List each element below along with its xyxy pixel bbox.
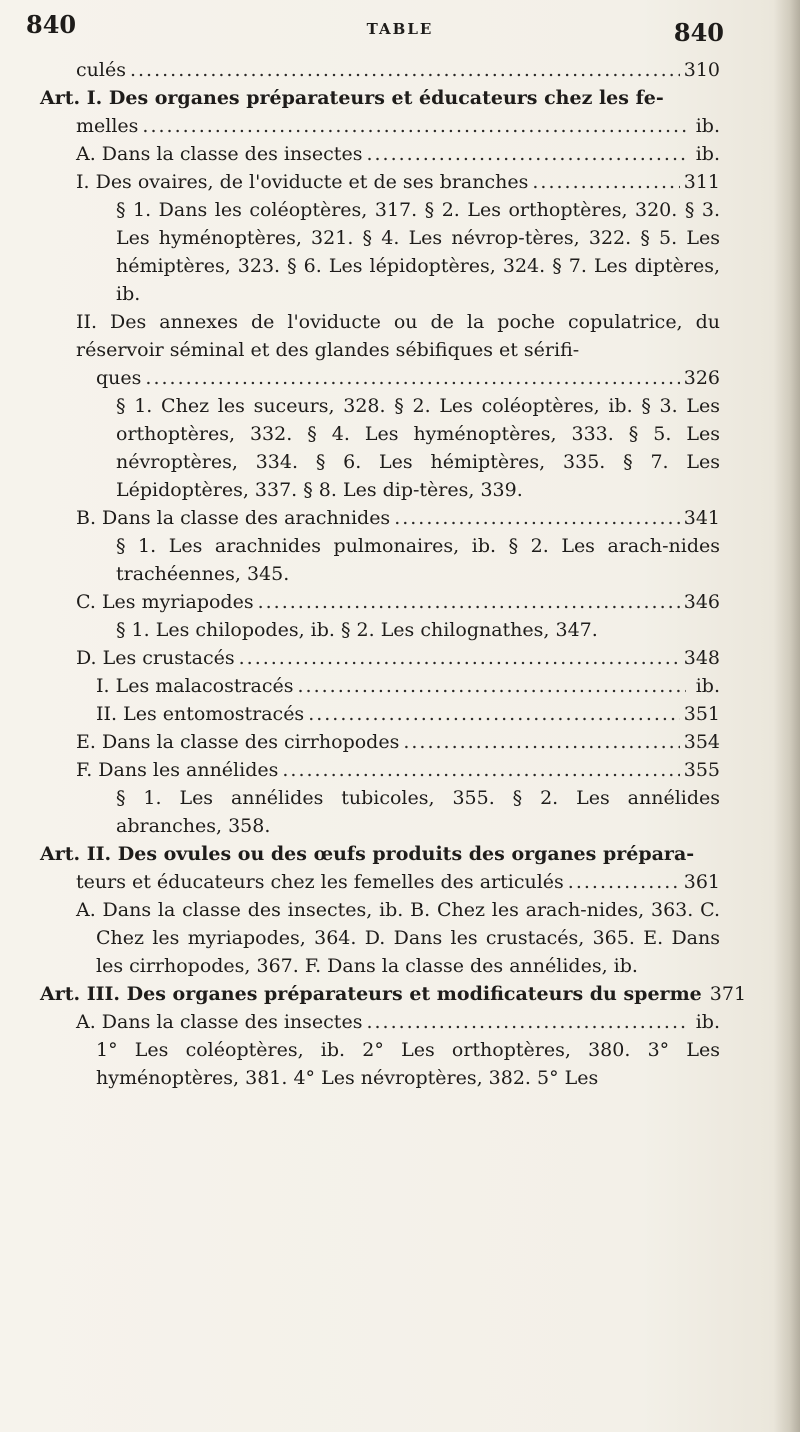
dot-leader: [532, 168, 679, 196]
toc-subentries: 1° Les coléoptères, ib. 2° Les orthoptères, 380. 3° Les hyménoptères, 381. 4° Les névroptères, 382. 5° Les: [96, 1039, 720, 1089]
entry-page: 355: [683, 759, 720, 781]
dot-leader: [298, 672, 687, 700]
dot-leader: [366, 1008, 686, 1036]
toc-entry: [76, 644, 720, 672]
entry-text: teurs et éducateurs chez les femelles des articulés: [76, 871, 564, 893]
toc-entry: [96, 700, 720, 728]
entry-page: ib.: [695, 115, 720, 137]
entry-text: Art. I. Des organes préparateurs et éducateurs chez les fe-: [40, 87, 664, 109]
dot-leader: [403, 728, 679, 756]
toc-entry-continuation: [96, 364, 720, 392]
toc-entry: [40, 84, 720, 112]
entry-text: Art. II. Des ovules ou des œufs produits des organes prépara-: [40, 843, 695, 865]
entry-page: 326: [683, 367, 720, 389]
dot-leader: [568, 868, 680, 896]
toc-entry: [76, 308, 720, 364]
dot-leader: [142, 112, 686, 140]
entry-page: ib.: [695, 1011, 720, 1033]
entry-text: I. Des ovaires, de l'oviducte et de ses branches: [76, 171, 529, 193]
entry-text: C. Les myriapodes: [76, 591, 254, 613]
entry-text: E. Dans la classe des cirrhopodes: [76, 731, 400, 753]
toc-entry: [76, 756, 720, 784]
entry-text: II. Les entomostracés: [96, 703, 305, 725]
toc-subentries: § 1. Chez les suceurs, 328. § 2. Les coléoptères, ib. § 3. Les orthoptères, 332. § 4. Les hyménoptères, 333. § 5. Les névroptères, 334. § 6. Les hémiptères, 335. § 7. Les Lépidoptères, 337. § 8. Les dip-tères, 339.: [116, 395, 720, 501]
toc-subentries: A. Dans la classe des insectes, ib. B. Chez les arach-nides, 363. C. Chez les myriapodes, 364. D. Dans les crustacés, 365. E. Dans les cirrhopodes, 367. F. Dans la classe des annélides, ib.: [76, 899, 720, 977]
entry-text: culés: [76, 59, 126, 81]
dot-leader: [145, 364, 679, 392]
toc-entry: [76, 56, 720, 84]
entry-text: II. Des annexes de l'oviducte ou de la poche copulatrice, du réservoir séminal et des glandes sébifiques et sérifi-: [76, 311, 720, 361]
toc-entry: [96, 672, 720, 700]
entry-page: 346: [683, 591, 720, 613]
entry-page: ib.: [695, 143, 720, 165]
entry-text: D. Les crustacés: [76, 647, 235, 669]
toc-entry-continuation: [76, 112, 720, 140]
dot-leader: [258, 588, 680, 616]
toc-subentries: § 1. Dans les coléoptères, 317. § 2. Les orthoptères, 320. § 3. Les hyménoptères, 321. § 4. Les névrop-tères, 322. § 5. Les hémiptères, 323. § 6. Les lépidoptères, 324. § 7. Les diptères, ib.: [116, 199, 720, 305]
toc-entry: [76, 140, 720, 168]
entry-text: B. Dans la classe des arachnides: [76, 507, 391, 529]
toc-subentries: § 1. Les annélides tubicoles, 355. § 2. Les annélides abranches, 358.: [116, 787, 720, 837]
entry-page: 311: [683, 171, 720, 193]
entry-text: melles: [76, 115, 139, 137]
entry-text: I. Les malacostracés: [96, 675, 294, 697]
entry-text: A. Dans la classe des insectes: [76, 143, 363, 165]
dot-leader: [308, 700, 680, 728]
toc-entry: [76, 504, 720, 532]
entry-page: 354: [683, 731, 720, 753]
dot-leader: [394, 504, 680, 532]
toc-entry: [76, 728, 720, 756]
toc-entry-continuation: [76, 868, 720, 896]
entry-text: F. Dans les annélides: [76, 759, 279, 781]
entry-page: ib.: [695, 675, 720, 697]
dot-leader: [282, 756, 679, 784]
page-edge-shadow: [774, 0, 800, 1432]
entry-page: 351: [683, 703, 720, 725]
toc-subentries: § 1. Les chilopodes, ib. § 2. Les chilognathes, 347.: [116, 619, 598, 641]
toc-entry: [76, 588, 720, 616]
entry-page: 310: [683, 59, 720, 81]
entry-page: 371: [709, 983, 747, 1005]
entry-page: 361: [683, 871, 720, 893]
dot-leader: [130, 56, 680, 84]
running-head: TABLE: [366, 20, 434, 38]
dot-leader: [366, 140, 686, 168]
dot-leader: [239, 644, 680, 672]
entry-text: A. Dans la classe des insectes: [76, 1011, 363, 1033]
entry-page: 348: [683, 647, 720, 669]
left-page-number: 840: [26, 10, 77, 39]
toc-entry: [76, 168, 720, 196]
entry-text: Art. III. Des organes préparateurs et modificateurs du sperme: [40, 983, 702, 1005]
table-of-contents: [40, 56, 747, 1092]
entry-page: 341: [683, 507, 720, 529]
toc-entry: [76, 1008, 720, 1036]
toc-entry: [40, 840, 720, 868]
toc-entry: [40, 980, 747, 1008]
toc-subentries: § 1. Les arachnides pulmonaires, ib. § 2. Les arach-nides trachéennes, 345.: [116, 535, 720, 585]
entry-text: ques: [96, 367, 142, 389]
right-page-number: 840: [673, 18, 724, 47]
